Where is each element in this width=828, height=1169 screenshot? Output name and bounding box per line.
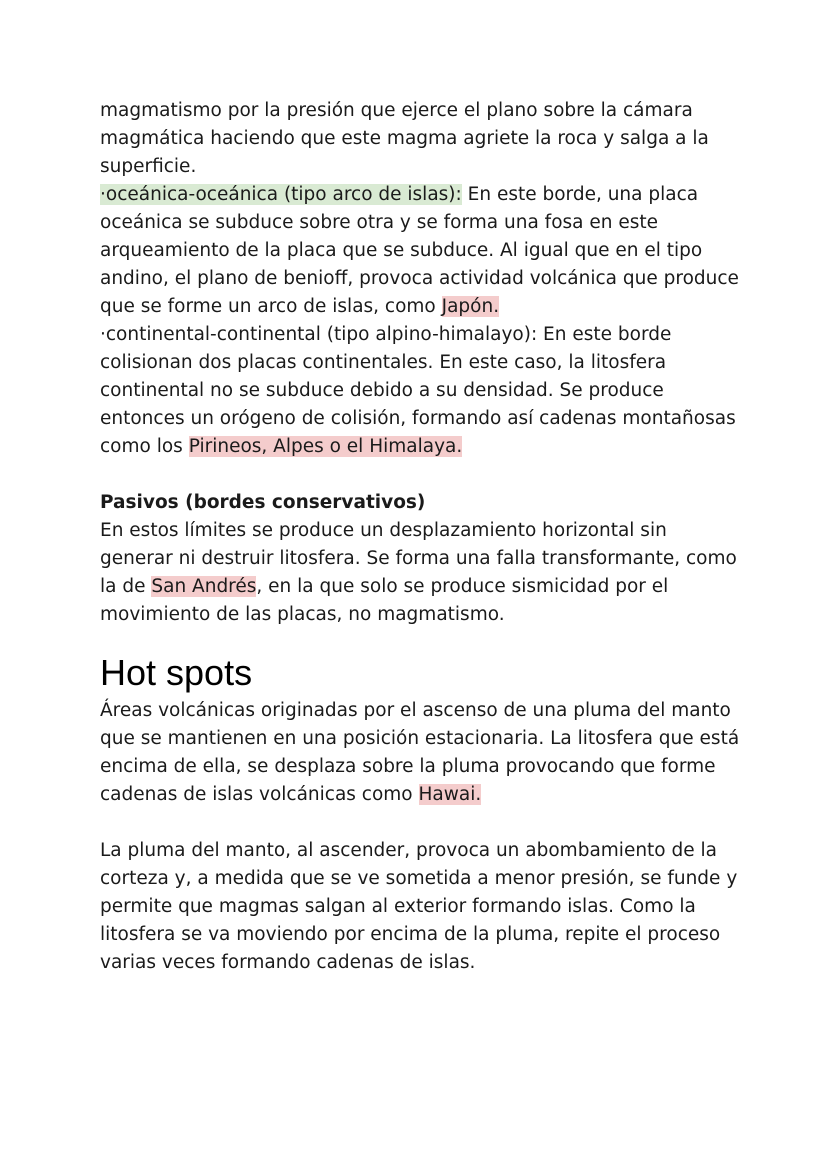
spacer	[100, 809, 740, 837]
pasivos-text-before: En estos límites se produce un desplazamiento horizontal sin generar ni destruir litosfera. Se forma una falla transformante, como la de	[100, 520, 737, 597]
spacer	[100, 461, 740, 489]
hot-spots-paragraph-1	[100, 697, 740, 809]
hot-spots-heading: Hot spots	[100, 652, 253, 693]
intro-text: magmatismo por la presión que ejerce el plano sobre la cámara magmática haciendo que este magma agriete la roca y salga a la superficie.	[100, 100, 709, 177]
intro-paragraph	[100, 97, 740, 181]
hot-spots-text-1: Áreas volcánicas originadas por el ascenso de una pluma del manto que se mantienen en una posición estacionaria. La litosfera que está encima de ella, se desplaza sobre la pluma provocando que forme cadenas de islas volcánicas como	[100, 700, 740, 805]
oceanic-paragraph	[100, 181, 740, 321]
pasivos-text-after: , en la que solo se produce sismicidad por el movimiento de las placas, no magmatismo.	[100, 576, 669, 625]
oceanic-example: Japón.	[441, 296, 500, 317]
pasivos-example: San Andrés	[151, 576, 257, 597]
pasivos-heading: Pasivos (bordes conservativos)	[100, 492, 426, 513]
continental-text: ·continental-continental (tipo alpino-himalayo): En este borde colisionan dos placas continentales. En este caso, la litosfera continental no se subduce debido a su densidad. Se produce entonces un orógeno de colisión, formando así cadenas montañosas como los	[100, 324, 736, 457]
hot-spots-example: Hawai.	[418, 784, 482, 805]
continental-example: Pirineos, Alpes o el Himalaya.	[188, 436, 463, 457]
continental-paragraph	[100, 321, 740, 461]
oceanic-text: En este borde, una placa oceánica se subduce sobre otra y se forma una fosa en este arqueamiento de la placa que se subduce. Al igual que en el tipo andino, el plano de benioff, provoca actividad volcánica que produce que se forme un arco de islas, como	[100, 184, 739, 317]
hot-spots-text-2: La pluma del manto, al ascender, provoca un abombamiento de la corteza y, a medida que se ve sometida a menor presión, se funde y permite que magmas salgan al exterior formando islas. Como la litosfera se va moviendo por encima de la pluma, repite el proceso varias veces formando cadenas de islas.	[100, 840, 738, 973]
oceanic-label: ·oceánica-oceánica (tipo arco de islas):	[100, 184, 462, 205]
pasivos-paragraph	[100, 517, 740, 629]
hot-spots-paragraph-2	[100, 837, 740, 977]
document-page	[100, 97, 740, 977]
